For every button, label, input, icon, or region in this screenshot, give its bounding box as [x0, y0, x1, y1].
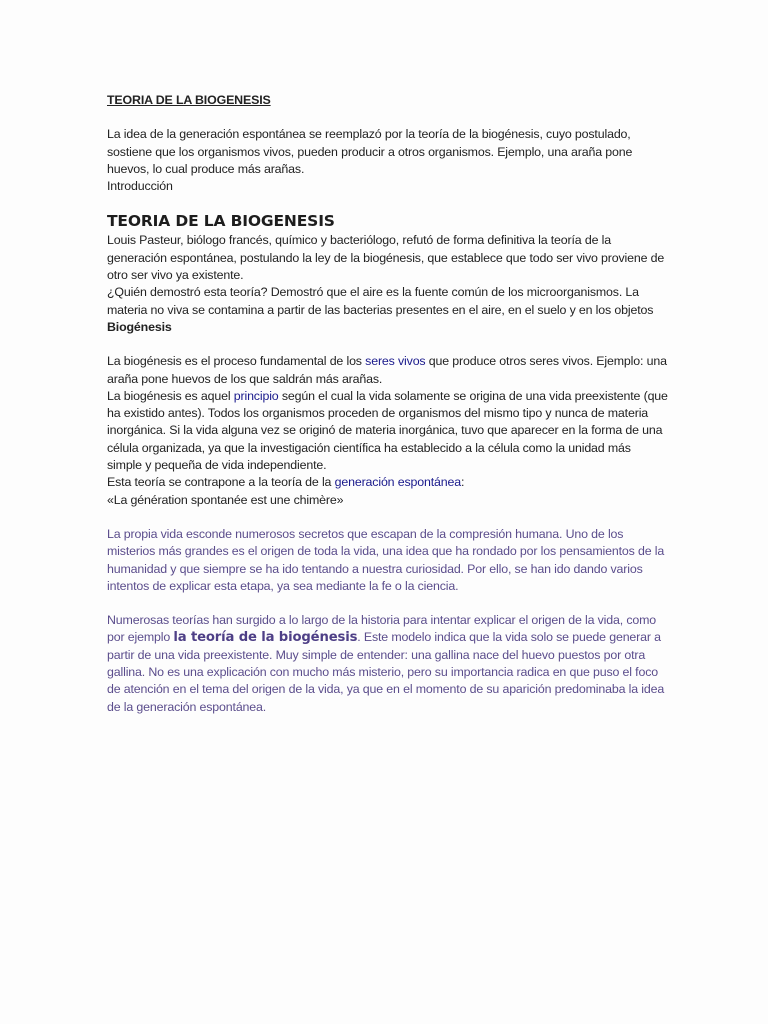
purple-paragraph-1: La propia vida esconde numerosos secretos que escapan de la compresión humana. Uno de los misterios más grandes es el origen de toda la vida, una idea que ha rondado por los pensamientos de la humanidad y que siempre se ha ido tentando a nuestra curiosidad. Por ello, se han ido dando varios intentos de explicar esta etapa, ya sea mediante la fe o la ciencia.: [107, 526, 665, 593]
seres-vivos-link[interactable]: seres vivos: [365, 354, 426, 369]
spacer: [107, 509, 668, 526]
text-run: según el cual la vida solamente se origina de una vida preexistente (que ha existido antes). Todos los organismos proceden de organismos del mismo tipo y nunca de materia inorgánica. Si la vida alguna vez se originó de materia inorgánica, tuvo que aparecer en la forma de una célula organizada, ya que la investigación científica ha establecido a la célula como la unidad más simple y pequeña de vida independiente.: [107, 388, 668, 473]
text-run: La biogénesis es aquel: [107, 388, 234, 403]
principio-link[interactable]: principio: [233, 388, 279, 403]
biogenesis-paragraph-1: [107, 353, 668, 388]
purple-paragraph-2: [107, 612, 668, 716]
biogenesis-label: Biogénesis: [107, 319, 172, 334]
question-paragraph: ¿Quién demostró esta teoría? Demostró que el aire es la fuente común de los microorganismos. La materia no viva se contamina a partir de las bacterias presentes en el aire, en el suelo y en los objetos: [107, 285, 654, 317]
french-quote: «La génération spontanée est une chimère»: [107, 492, 344, 507]
section-heading: TEORIA DE LA BIOGENESIS: [107, 212, 335, 231]
biogenesis-paragraph-2: [107, 388, 668, 474]
text-run: La biogénesis es el proceso fundamental de los: [107, 354, 366, 369]
spacer: [107, 336, 668, 353]
text-run: . Este modelo indica que la vida solo se puede generar a partir de una vida preexistente. Muy simple de entender: una gallina nace del huevo puestos por otra gallina. No es una explicación con mucho más misterio, pero su importancia radica en que puso el foco de atención en el tema del origen de la vida, ya que en el momento de su aparición predominaba la idea de la generación espontánea.: [107, 630, 665, 714]
biogenesis-emphasis: la teoría de la biogénesis: [173, 630, 358, 646]
generacion-espontanea-link[interactable]: generación espontánea: [334, 475, 461, 490]
spacer: [107, 595, 668, 612]
text-run: Numerosas teorías han surgido a lo largo de la historia para intentar explicar el origen de la vida, como por ejemplo: [107, 613, 657, 645]
intro-label: Introducción: [107, 179, 173, 194]
document-title: TEORIA DE LA BIOGENESIS: [107, 93, 271, 107]
contraposition-paragraph: [107, 474, 668, 491]
intro-paragraph: La idea de la generación espontánea se reemplazó por la teoría de la biogénesis, cuyo postulado, sostiene que los organismos vivos, pueden producir a otros organismos. Ejemplo, una araña pone huevos, lo cual produce más arañas.: [107, 127, 633, 176]
text-run: :: [460, 475, 465, 490]
pasteur-paragraph: Louis Pasteur, biólogo francés, químico y bacteriólogo, refutó de forma definitiva la teoría de la generación espontánea, postulando la ley de la biogénesis, que establece que todo ser vivo proviene de otro ser vivo ya existente.: [107, 233, 665, 283]
text-run: que produce otros seres vivos. Ejemplo: una araña pone huevos de los que saldrán más arañas.: [107, 354, 667, 386]
text-run: Esta teoría se contrapone a la teoría de la: [107, 475, 335, 490]
